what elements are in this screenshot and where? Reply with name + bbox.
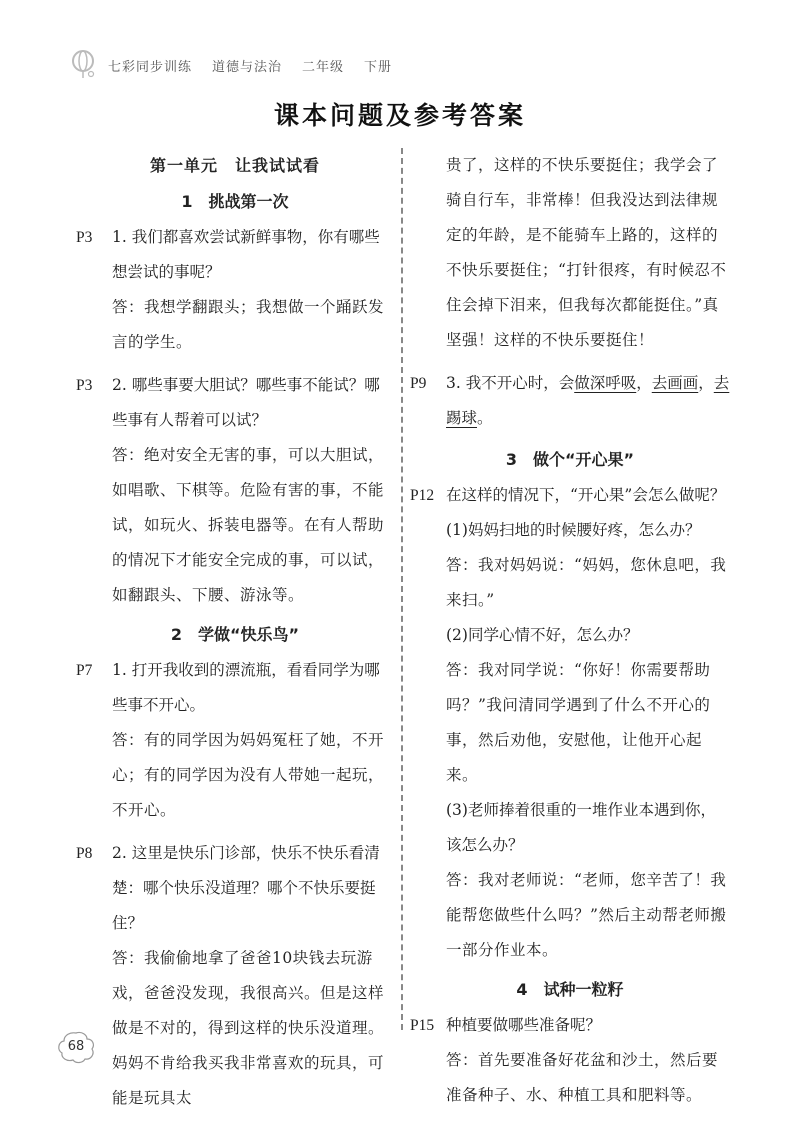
column-divider (401, 148, 403, 1030)
question-item (410, 366, 730, 436)
answer-text: 答：首先要准备好花盆和沙土，然后要准备种子、水、种植工具和肥料等。 (446, 1051, 719, 1104)
q5-sep: ， (698, 374, 714, 392)
answer-text: 答：我对老师说：“老师，您辛苦了！我能帮您做些什么吗？”然后主动帮老师搬一部分作业本。 (446, 871, 727, 959)
page-ref: P15 (410, 1017, 435, 1034)
underlined-answer: 去踢球 (446, 374, 730, 427)
page-ref: P7 (76, 662, 93, 679)
section-title-4: 4 试种一粒籽 (516, 980, 624, 999)
sub-question: (2)同学心情不好，怎么办？ (446, 626, 639, 644)
section-title-2: 2 学做“快乐鸟” (170, 625, 300, 644)
sub-question: (3)老师捧着很重的一堆作业本遇到你，该怎么办？ (446, 801, 716, 854)
q5-end: 。 (477, 409, 493, 427)
left-column (76, 148, 394, 1116)
page-number: 68 (67, 1039, 85, 1054)
question-text: 2. 这里是快乐门诊部，快乐不快乐看清楚：哪个快乐没道理？哪个不快乐要挺住？ (112, 844, 380, 932)
question-text: 在这样的情况下，“开心果”会怎么做呢？ (446, 486, 726, 504)
question-text: 2. 哪些事要大胆试？哪些事不能试？哪些事有人帮着可以试？ (112, 376, 380, 429)
page-ref: P3 (76, 229, 93, 246)
page-title: 课本问题及参考答案 (273, 101, 526, 130)
question-item (76, 653, 394, 828)
header-series: 七彩同步训练 (108, 59, 193, 75)
question-item (76, 220, 394, 360)
page-ref: P12 (410, 487, 435, 504)
page-number-badge (56, 1030, 96, 1064)
question-item (410, 1008, 730, 1113)
question-item (76, 368, 394, 613)
question-text: 种植要做哪些准备呢？ (446, 1016, 602, 1034)
continued-answer (410, 148, 730, 358)
underlined-answer: 去画画 (651, 374, 699, 392)
question-text: 1. 打开我收到的漂流瓶，看看同学为哪些事不开心。 (112, 661, 380, 714)
balloon-icon (70, 50, 96, 80)
answer-text: 答：我对同学说：“你好！你需要帮助吗？”我问清同学遇到了什么不开心的事，然后劝他，安慰他，让他开心起来。 (446, 661, 711, 784)
question-text: 1. 我们都喜欢尝试新鲜事物，你有哪些想尝试的事呢？ (112, 228, 380, 281)
question-text (446, 366, 730, 436)
answer-text: 答：我偷偷地拿了爸爸10块钱去玩游戏，爸爸没发现，我很高兴。但是这样做是不对的，得到这样的快乐没道理。妈妈不肯给我买我非常喜欢的玩具，可能是玩具太 (112, 949, 385, 1107)
page-ref: P9 (410, 375, 427, 392)
unit-title: 第一单元 让我试试看 (149, 156, 320, 175)
header-grade: 二年级 (302, 59, 345, 75)
header-volume: 下册 (364, 59, 393, 75)
answer-text: 贵了，这样的不快乐要挺住；我学会了骑自行车，非常棒！但我没达到法律规定的年龄，是不能骑车上路的，这样的不快乐要挺住；“打针很疼，有时候忍不住会掉下泪来，但我每次都能挺住。”真坚强！这样的不快乐要挺住！ (446, 156, 727, 349)
section-title-1: 1 挑战第一次 (181, 192, 289, 211)
underlined-answer: 做深呼吸 (574, 374, 637, 392)
section-title-3: 3 做个“开心果” (505, 450, 635, 469)
page-header (70, 50, 412, 80)
sub-question: (1)妈妈扫地的时候腰好疼，怎么办？ (446, 521, 701, 539)
right-column (410, 148, 730, 1113)
header-subject: 道德与法治 (212, 59, 283, 75)
answer-text: 答：有的同学因为妈妈冤枉了她，不开心；有的同学因为没有人带她一起玩，不开心。 (112, 731, 385, 819)
q5-sep: ， (636, 374, 652, 392)
page-ref: P8 (76, 845, 93, 862)
answer-text: 答：我对妈妈说：“妈妈，您休息吧，我来扫。” (446, 556, 727, 609)
answer-text: 答：我想学翻跟头；我想做一个踊跃发言的学生。 (112, 298, 385, 351)
page-ref: P3 (76, 377, 93, 394)
question-item (410, 478, 730, 968)
question-item (76, 836, 394, 1116)
q5-prefix: 3. 我不开心时，会 (446, 374, 575, 392)
answer-text: 答：绝对安全无害的事，可以大胆试，如唱歌、下棋等。危险有害的事，不能试，如玩火、拆装电器等。在有人帮助的情况下才能安全完成的事，可以试，如翻跟头、下腰、游泳等。 (112, 446, 385, 604)
